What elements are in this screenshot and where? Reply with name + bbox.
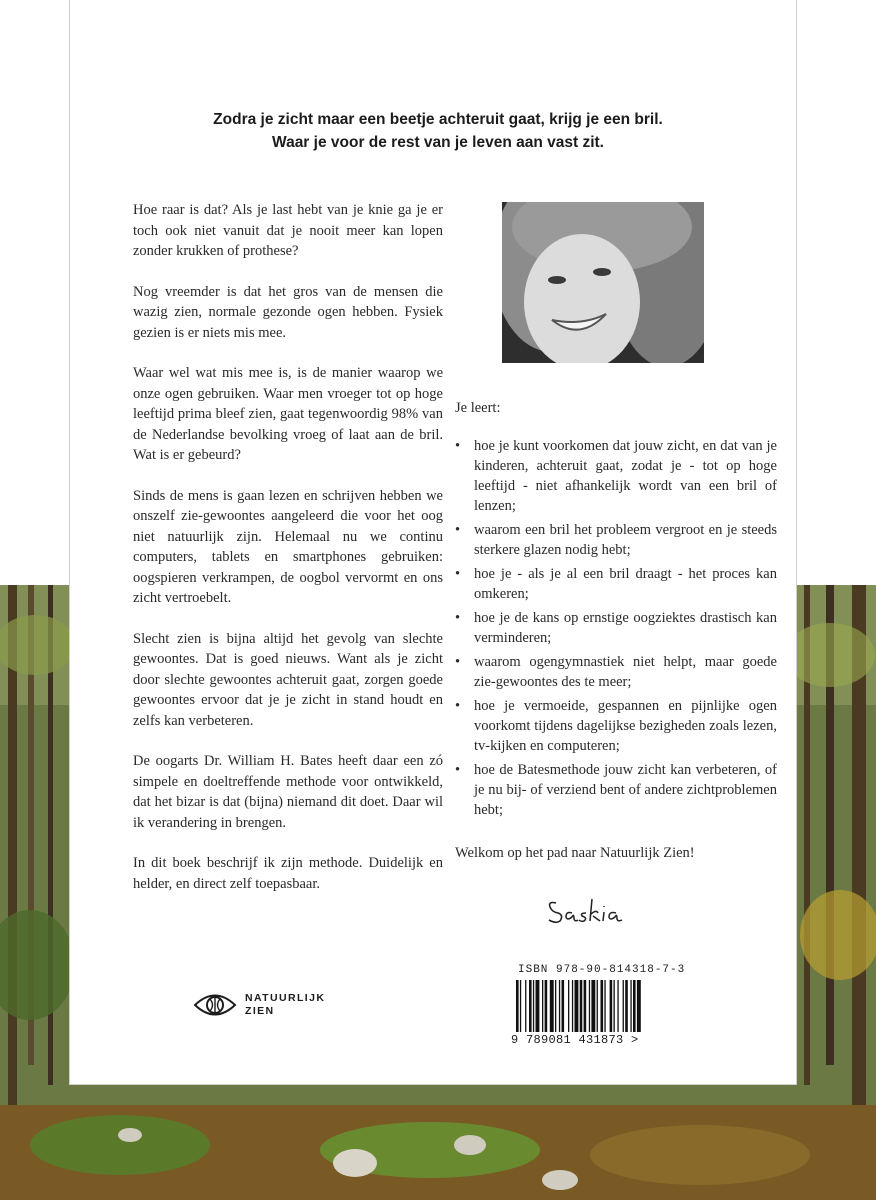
list-item-text: hoe je - als je al een bril draagt - het proces kan omkeren; <box>474 566 777 602</box>
barcode-bar <box>575 980 579 1032</box>
headline <box>0 108 876 154</box>
barcode-bar <box>591 980 595 1032</box>
barcode-bar <box>637 980 641 1032</box>
publisher-logo <box>193 988 326 1022</box>
barcode-digits: 9 789081 431873 > <box>511 1033 639 1047</box>
barcode-bar <box>630 980 631 1032</box>
bullet: • <box>455 654 461 670</box>
paragraph: Waar wel wat mis mee is, is de manier waarop we onze ogen gebruiken. Waar men vroeger tot op hoge leeftijd prima bleef zien, gaat tegenwoordig 98% van de Nederlandse bevolking vroeg of laat aan de bril. Wat is er gebeurd? <box>133 365 443 463</box>
barcode-bar <box>580 980 583 1032</box>
bullet: • <box>455 566 461 582</box>
list-item-text: hoe je vermoeide, gespannen en pijnlijke ogen voorkomt tijdens dagelijkse bezigheden zoals lezen, tv-kijken en computeren; <box>474 698 777 754</box>
barcode-bar <box>525 980 526 1032</box>
barcode-bar <box>568 980 569 1032</box>
list-item <box>455 608 777 648</box>
barcode-bar <box>516 980 519 1032</box>
benefits-list <box>455 436 777 824</box>
eye-logo-icon <box>193 988 237 1022</box>
isbn-label: ISBN 978-90-814318-7-3 <box>518 964 686 976</box>
bullet: • <box>455 698 461 714</box>
barcode-bar <box>529 980 532 1032</box>
list-item-text: hoe je de kans op ernstige oogziektes drastisch kan verminderen; <box>474 610 777 646</box>
paragraph: Slecht zien is bijna altijd het gevolg van slechte gewoontes. Dat is goed nieuws. Want als je zicht door slechte gewoontes achteruit gaat, zorgen goede gewoontes ervoor dat je je zicht in stand houdt en zelfs kan verbeteren. <box>133 630 443 729</box>
bullet: • <box>455 762 461 778</box>
paragraph: In dit boek beschrijf ik zijn methode. Duidelijk en helder, en direct zelf toepasbaar. <box>133 855 443 892</box>
bullet: • <box>455 610 461 626</box>
list-item <box>455 564 777 604</box>
paragraph: Sinds de mens is gaan lezen en schrijven hebben we onszelf zie-gewoontes aangeleerd die voor het oog niet natuurlijk zijn. Helemaal nu we continu computers, tablets en smartphones gebruiken: oogspieren verkrampen, de oogbol vervormt en ons zicht vertroebelt. <box>133 487 443 606</box>
barcode-bar <box>589 980 590 1032</box>
list-item-text: hoe de Batesmethode jouw zicht kan verbeteren, of je nu bij- of verziend bent of andere zichtproblemen hebt; <box>474 762 777 818</box>
barcode-bar <box>601 980 604 1032</box>
barcode-bar <box>559 980 560 1032</box>
bullet: • <box>455 522 461 538</box>
barcode-bar <box>597 980 598 1032</box>
logo-text-line: NATUURLIJK <box>245 992 326 1004</box>
list-item <box>455 652 777 692</box>
signature <box>544 893 644 927</box>
barcode-bar <box>617 980 618 1032</box>
headline-line: Zodra je zicht maar een beetje achteruit gaat, krijg je een bril. <box>213 111 663 128</box>
barcode-bar <box>625 980 628 1032</box>
list-item <box>455 520 777 560</box>
bullet: • <box>455 438 461 454</box>
barcode-bar <box>623 980 624 1032</box>
author-photo <box>502 202 704 363</box>
list-item <box>455 696 777 756</box>
barcode-bar <box>562 980 565 1032</box>
barcode-bar <box>520 980 521 1032</box>
headline-line: Waar je voor de rest van je leven aan vast zit. <box>272 134 604 151</box>
barcode-bar <box>550 980 554 1032</box>
barcode-bar <box>604 980 605 1032</box>
barcode-bar <box>584 980 587 1032</box>
logo-text-line: ZIEN <box>245 1005 275 1017</box>
barcode-bar <box>610 980 613 1032</box>
barcode-bar <box>542 980 543 1032</box>
list-item <box>455 760 777 820</box>
barcode-bar <box>545 980 548 1032</box>
barcode-bar <box>572 980 573 1032</box>
barcode-bar <box>555 980 556 1032</box>
barcode-bar <box>533 980 534 1032</box>
list-item-text: hoe je kunt voorkomen dat jouw zicht, en dat van je kinderen, achteruit gaat, zodat je - tot op hoge leeftijd - niet afhankelijk wordt van een bril of lenzen; <box>474 438 777 514</box>
paragraph: Hoe raar is dat? Als je last hebt van je knie ga je er toch ook niet vanuit dat je nooit meer kan lopen zonder krukken of prothese? <box>133 202 443 259</box>
list-item-text: waarom een bril het probleem vergroot en je steeds sterkere glazen nodig hebt; <box>474 522 777 558</box>
left-column <box>133 200 443 914</box>
paragraph: De oogarts Dr. William H. Bates heeft daar een zó simpele en doeltreffende methode voor ontwikkeld, dat het bizar is dat (bijna) niemand dit doet. Daar wil ik verandering in brengen. <box>133 753 443 831</box>
list-item-text: waarom ogengymnastiek niet helpt, maar goede zie-gewoontes des te meer; <box>474 654 777 690</box>
list-item <box>455 436 777 516</box>
barcode-bar <box>614 980 615 1032</box>
barcode-bar <box>633 980 636 1032</box>
paragraph: Nog vreemder is dat het gros van de mensen die wazig zien, normale gezonde ogen hebben. Fysiek gezien is er niets mis mee. <box>133 283 443 341</box>
welcome-text: Welkom op het pad naar Natuurlijk Zien! <box>455 845 695 861</box>
barcode-bar <box>536 980 540 1032</box>
list-intro: Je leert: <box>455 400 501 416</box>
